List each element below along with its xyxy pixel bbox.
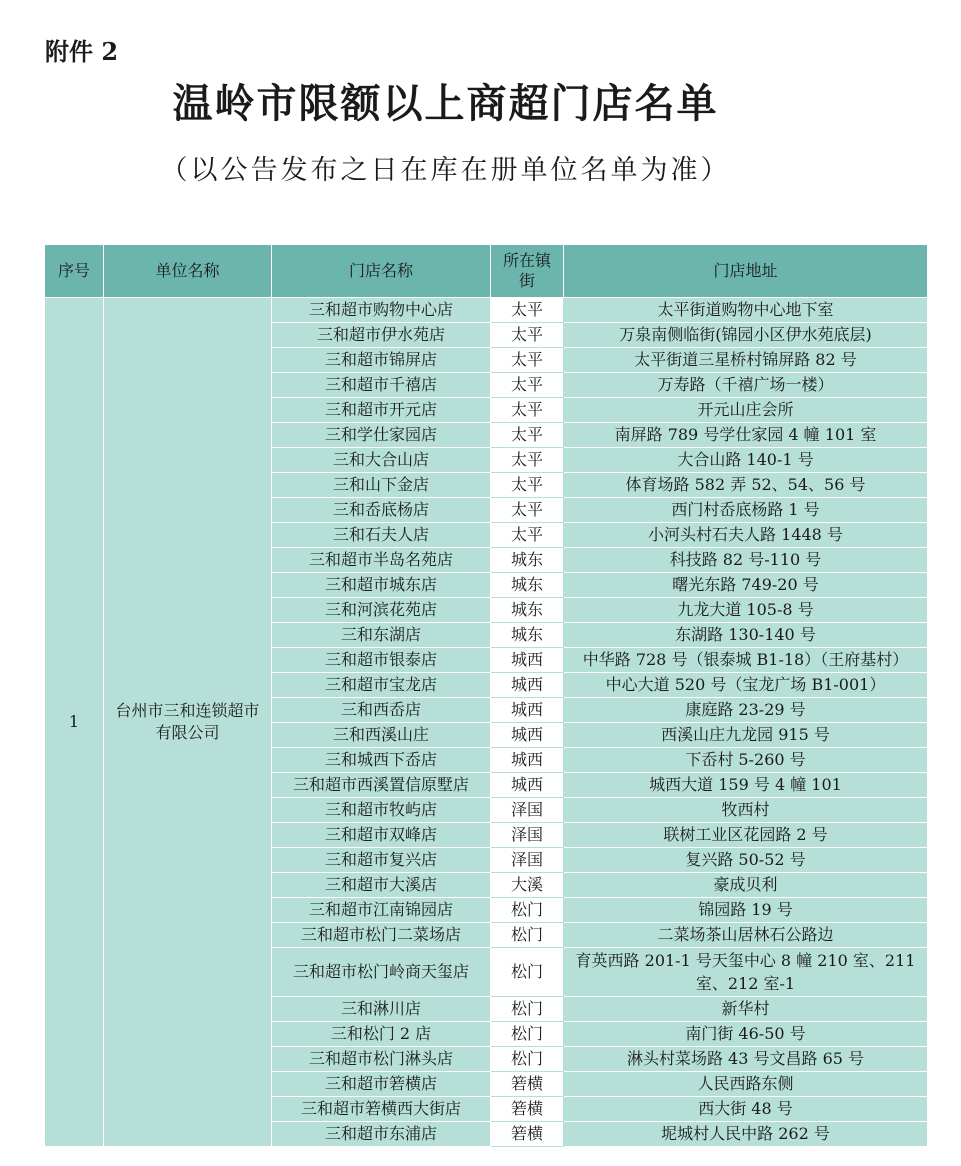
- address-cell: 太平街道三星桥村锦屏路 82 号: [564, 348, 928, 373]
- address-cell: 二菜场茶山居林石公路边: [564, 923, 928, 948]
- town-cell: 大溪: [491, 873, 564, 898]
- address-cell: 淋头村菜场路 43 号文昌路 65 号: [564, 1047, 928, 1072]
- town-cell: 泽国: [491, 848, 564, 873]
- page-title: 温岭市限额以上商超门店名单: [172, 81, 719, 127]
- column-header: 所在镇街: [491, 245, 564, 298]
- store-name-cell: 三和大合山店: [272, 448, 491, 473]
- town-cell: 松门: [491, 923, 564, 948]
- address-cell: 豪成贝利: [564, 873, 928, 898]
- store-name-cell: 三和超市双峰店: [272, 823, 491, 848]
- unit-name-cell: 台州市三和连锁超市有限公司: [104, 298, 272, 1147]
- store-name-cell: 三和岙底杨店: [272, 498, 491, 523]
- town-cell: 城西: [491, 648, 564, 673]
- town-cell: 泽国: [491, 798, 564, 823]
- address-cell: 大合山路 140-1 号: [564, 448, 928, 473]
- address-cell: 康庭路 23-29 号: [564, 698, 928, 723]
- address-cell: 中华路 728 号（银泰城 B1-18）（王府基村）: [564, 648, 928, 673]
- address-cell: 体育场路 582 弄 52、54、56 号: [564, 473, 928, 498]
- address-cell: 万泉南侧临街(锦园小区伊水苑底层): [564, 323, 928, 348]
- store-name-cell: 三和超市购物中心店: [272, 298, 491, 323]
- store-name-cell: 三和超市银泰店: [272, 648, 491, 673]
- store-name-cell: 三和超市千禧店: [272, 373, 491, 398]
- store-name-cell: 三和超市东浦店: [272, 1122, 491, 1147]
- store-name-cell: 三和超市松门二菜场店: [272, 923, 491, 948]
- address-cell: 万寿路（千禧广场一楼）: [564, 373, 928, 398]
- address-cell: 西溪山庄九龙园 915 号: [564, 723, 928, 748]
- address-cell: 小河头村石夫人路 1448 号: [564, 523, 928, 548]
- town-cell: 太平: [491, 498, 564, 523]
- town-cell: 城西: [491, 698, 564, 723]
- town-cell: 城西: [491, 723, 564, 748]
- town-cell: 太平: [491, 398, 564, 423]
- address-cell: 西门村岙底杨路 1 号: [564, 498, 928, 523]
- town-cell: 松门: [491, 948, 564, 997]
- town-cell: 泽国: [491, 823, 564, 848]
- store-name-cell: 三和西岙店: [272, 698, 491, 723]
- town-cell: 太平: [491, 523, 564, 548]
- address-cell: 东湖路 130-140 号: [564, 623, 928, 648]
- store-name-cell: 三和超市西溪置信原墅店: [272, 773, 491, 798]
- store-name-cell: 三和松门 2 店: [272, 1022, 491, 1047]
- town-cell: 松门: [491, 1022, 564, 1047]
- store-table: [44, 244, 928, 1147]
- town-cell: 城东: [491, 573, 564, 598]
- address-cell: 新华村: [564, 997, 928, 1022]
- store-name-cell: 三和西溪山庄: [272, 723, 491, 748]
- store-name-cell: 三和超市锦屏店: [272, 348, 491, 373]
- store-name-cell: 三和超市复兴店: [272, 848, 491, 873]
- town-cell: 城西: [491, 748, 564, 773]
- address-cell: 人民西路东侧: [564, 1072, 928, 1097]
- column-header: 门店地址: [564, 245, 928, 298]
- address-cell: 坭城村人民中路 262 号: [564, 1122, 928, 1147]
- town-cell: 城东: [491, 623, 564, 648]
- town-cell: 城东: [491, 598, 564, 623]
- town-cell: 太平: [491, 373, 564, 398]
- town-cell: 松门: [491, 1047, 564, 1072]
- store-name-cell: 三和超市大溪店: [272, 873, 491, 898]
- address-cell: 南门街 46-50 号: [564, 1022, 928, 1047]
- store-name-cell: 三和河滨花苑店: [272, 598, 491, 623]
- address-cell: 育英西路 201-1 号天玺中心 8 幢 210 室、211 室、212 室-1: [564, 948, 928, 997]
- address-cell: 中心大道 520 号（宝龙广场 B1-001）: [564, 673, 928, 698]
- address-cell: 复兴路 50-52 号: [564, 848, 928, 873]
- address-cell: 太平街道购物中心地下室: [564, 298, 928, 323]
- attachment-label: 附件 2: [45, 37, 119, 66]
- store-name-cell: 三和东湖店: [272, 623, 491, 648]
- town-cell: 太平: [491, 298, 564, 323]
- table-header-row: [45, 245, 928, 298]
- store-name-cell: 三和超市松门淋头店: [272, 1047, 491, 1072]
- town-cell: 太平: [491, 323, 564, 348]
- town-cell: 城西: [491, 673, 564, 698]
- column-header: 序号: [45, 245, 104, 298]
- address-cell: 曙光东路 749-20 号: [564, 573, 928, 598]
- town-cell: 松门: [491, 997, 564, 1022]
- address-cell: 联树工业区花园路 2 号: [564, 823, 928, 848]
- column-header: 门店名称: [272, 245, 491, 298]
- store-name-cell: 三和超市箬横店: [272, 1072, 491, 1097]
- address-cell: 科技路 82 号-110 号: [564, 548, 928, 573]
- store-name-cell: 三和超市牧屿店: [272, 798, 491, 823]
- address-cell: 南屏路 789 号学仕家园 4 幢 101 室: [564, 423, 928, 448]
- town-cell: 城东: [491, 548, 564, 573]
- seq-cell: 1: [45, 298, 104, 1147]
- address-cell: 城西大道 159 号 4 幢 101: [564, 773, 928, 798]
- address-cell: 牧西村: [564, 798, 928, 823]
- table-row: [45, 298, 928, 323]
- town-cell: 箬横: [491, 1122, 564, 1147]
- store-name-cell: 三和超市伊水苑店: [272, 323, 491, 348]
- store-name-cell: 三和超市半岛名苑店: [272, 548, 491, 573]
- address-cell: 西大街 48 号: [564, 1097, 928, 1122]
- store-name-cell: 三和学仕家园店: [272, 423, 491, 448]
- store-name-cell: 三和超市箬横西大街店: [272, 1097, 491, 1122]
- town-cell: 太平: [491, 348, 564, 373]
- store-name-cell: 三和山下金店: [272, 473, 491, 498]
- store-name-cell: 三和超市松门岭商天玺店: [272, 948, 491, 997]
- town-cell: 太平: [491, 448, 564, 473]
- address-cell: 开元山庄会所: [564, 398, 928, 423]
- column-header: 单位名称: [104, 245, 272, 298]
- page-subtitle: （以公告发布之日在库在册单位名单为准）: [160, 155, 731, 186]
- store-name-cell: 三和超市城东店: [272, 573, 491, 598]
- store-name-cell: 三和淋川店: [272, 997, 491, 1022]
- store-name-cell: 三和城西下岙店: [272, 748, 491, 773]
- store-name-cell: 三和超市江南锦园店: [272, 898, 491, 923]
- store-name-cell: 三和超市宝龙店: [272, 673, 491, 698]
- address-cell: 锦园路 19 号: [564, 898, 928, 923]
- address-cell: 下岙村 5-260 号: [564, 748, 928, 773]
- table-body: [45, 298, 928, 1147]
- town-cell: 太平: [491, 423, 564, 448]
- store-name-cell: 三和石夫人店: [272, 523, 491, 548]
- store-name-cell: 三和超市开元店: [272, 398, 491, 423]
- town-cell: 箬横: [491, 1097, 564, 1122]
- town-cell: 太平: [491, 473, 564, 498]
- address-cell: 九龙大道 105-8 号: [564, 598, 928, 623]
- town-cell: 城西: [491, 773, 564, 798]
- town-cell: 松门: [491, 898, 564, 923]
- town-cell: 箬横: [491, 1072, 564, 1097]
